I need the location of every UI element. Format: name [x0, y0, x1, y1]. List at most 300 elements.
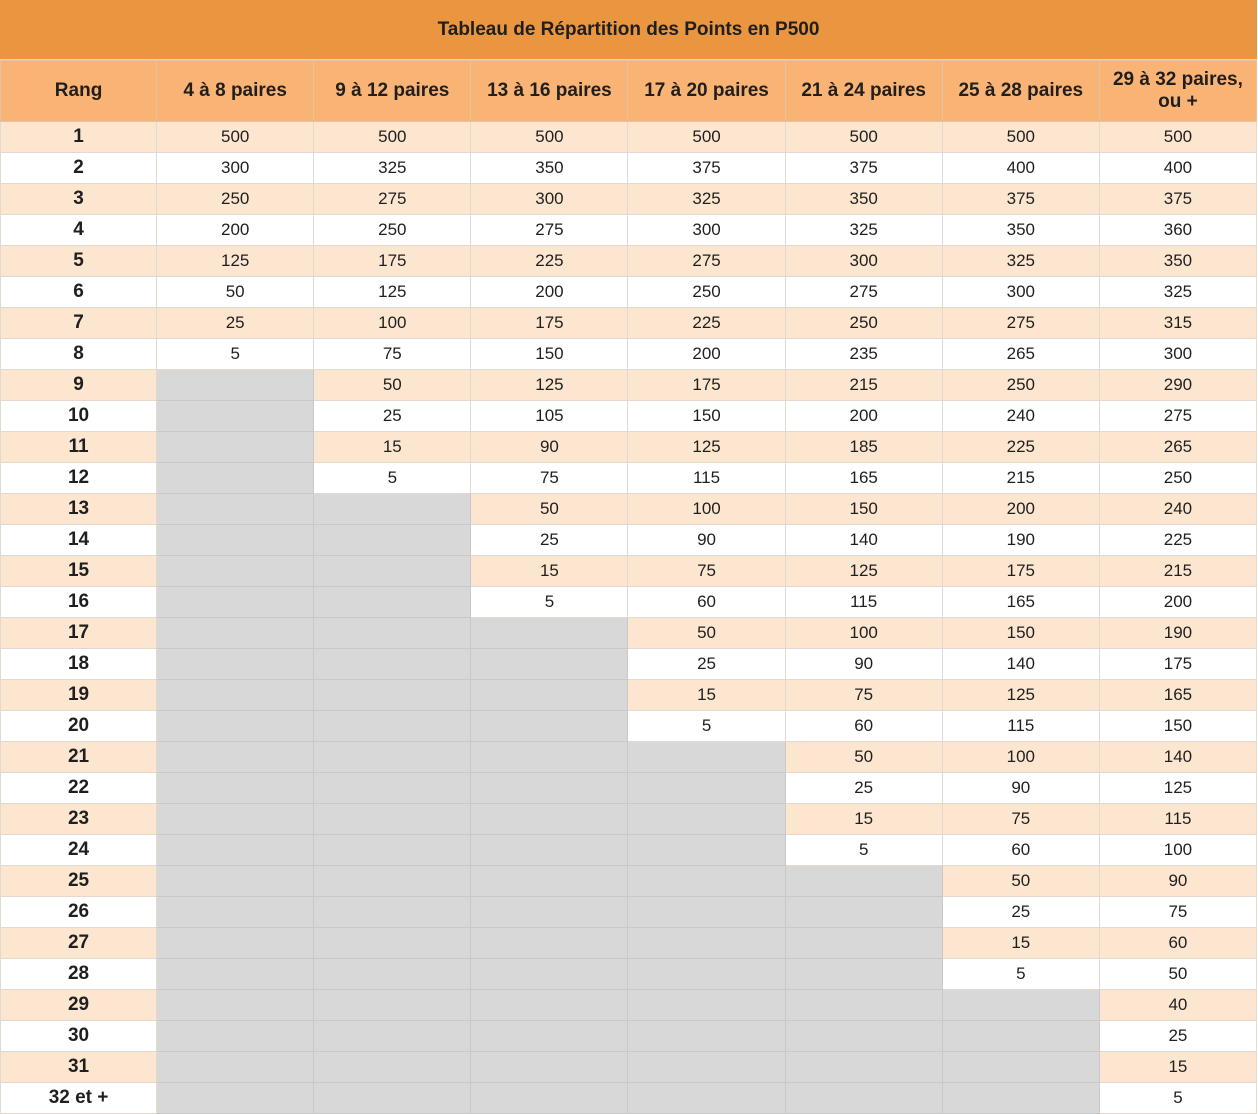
rank-cell: 29 — [1, 990, 157, 1021]
points-cell: 60 — [785, 711, 942, 742]
unavailable-cell — [314, 928, 471, 959]
header-rang: Rang — [1, 61, 157, 122]
points-cell: 25 — [942, 897, 1099, 928]
header-row — [1, 61, 1257, 122]
points-cell: 275 — [785, 277, 942, 308]
points-cell: 165 — [785, 463, 942, 494]
points-cell: 5 — [628, 711, 785, 742]
points-cell: 315 — [1099, 308, 1256, 339]
unavailable-cell — [314, 711, 471, 742]
points-cell: 25 — [785, 773, 942, 804]
unavailable-cell — [942, 1052, 1099, 1083]
points-cell: 265 — [1099, 432, 1256, 463]
unavailable-cell — [471, 742, 628, 773]
points-cell: 5 — [157, 339, 314, 370]
header-bracket: 13 à 16 paires — [471, 61, 628, 122]
points-cell: 375 — [942, 184, 1099, 215]
points-cell: 5 — [314, 463, 471, 494]
unavailable-cell — [314, 1021, 471, 1052]
unavailable-cell — [471, 928, 628, 959]
points-cell: 100 — [942, 742, 1099, 773]
points-cell: 90 — [628, 525, 785, 556]
table-row — [1, 277, 1257, 308]
table-row — [1, 928, 1257, 959]
table-row — [1, 773, 1257, 804]
points-cell: 50 — [157, 277, 314, 308]
points-cell: 300 — [1099, 339, 1256, 370]
points-cell: 25 — [628, 649, 785, 680]
unavailable-cell — [471, 773, 628, 804]
rank-cell: 14 — [1, 525, 157, 556]
points-cell: 175 — [628, 370, 785, 401]
table-row — [1, 1021, 1257, 1052]
points-cell: 125 — [1099, 773, 1256, 804]
points-cell: 225 — [471, 246, 628, 277]
table-row — [1, 432, 1257, 463]
unavailable-cell — [157, 649, 314, 680]
points-cell: 75 — [314, 339, 471, 370]
unavailable-cell — [785, 1021, 942, 1052]
unavailable-cell — [628, 959, 785, 990]
points-cell: 500 — [471, 122, 628, 153]
unavailable-cell — [157, 804, 314, 835]
points-cell: 215 — [785, 370, 942, 401]
unavailable-cell — [157, 587, 314, 618]
points-cell: 175 — [314, 246, 471, 277]
points-cell: 375 — [785, 153, 942, 184]
unavailable-cell — [157, 711, 314, 742]
rank-cell: 23 — [1, 804, 157, 835]
points-cell: 175 — [471, 308, 628, 339]
unavailable-cell — [157, 680, 314, 711]
table-row — [1, 494, 1257, 525]
points-cell: 115 — [942, 711, 1099, 742]
points-cell: 75 — [628, 556, 785, 587]
points-cell: 190 — [942, 525, 1099, 556]
points-cell: 240 — [942, 401, 1099, 432]
unavailable-cell — [157, 1052, 314, 1083]
rank-cell: 24 — [1, 835, 157, 866]
points-cell: 325 — [942, 246, 1099, 277]
unavailable-cell — [628, 804, 785, 835]
rank-cell: 19 — [1, 680, 157, 711]
unavailable-cell — [314, 990, 471, 1021]
points-cell: 25 — [157, 308, 314, 339]
points-cell: 185 — [785, 432, 942, 463]
points-cell: 500 — [314, 122, 471, 153]
table-row — [1, 587, 1257, 618]
table-row — [1, 556, 1257, 587]
unavailable-cell — [314, 556, 471, 587]
points-cell: 300 — [157, 153, 314, 184]
points-cell: 50 — [471, 494, 628, 525]
unavailable-cell — [785, 959, 942, 990]
unavailable-cell — [314, 742, 471, 773]
unavailable-cell — [157, 618, 314, 649]
rank-cell: 1 — [1, 122, 157, 153]
points-cell: 140 — [785, 525, 942, 556]
header-bracket: 4 à 8 paires — [157, 61, 314, 122]
rank-cell: 13 — [1, 494, 157, 525]
points-cell: 300 — [628, 215, 785, 246]
rank-cell: 15 — [1, 556, 157, 587]
points-cell: 140 — [942, 649, 1099, 680]
points-cell: 75 — [785, 680, 942, 711]
points-cell: 60 — [1099, 928, 1256, 959]
points-cell: 100 — [628, 494, 785, 525]
rank-cell: 27 — [1, 928, 157, 959]
unavailable-cell — [471, 649, 628, 680]
unavailable-cell — [471, 897, 628, 928]
unavailable-cell — [314, 680, 471, 711]
points-cell: 50 — [785, 742, 942, 773]
points-cell: 275 — [1099, 401, 1256, 432]
points-cell: 350 — [1099, 246, 1256, 277]
points-cell: 350 — [785, 184, 942, 215]
points-cell: 15 — [942, 928, 1099, 959]
points-cell: 300 — [785, 246, 942, 277]
points-cell: 225 — [1099, 525, 1256, 556]
points-cell: 15 — [314, 432, 471, 463]
points-cell: 235 — [785, 339, 942, 370]
rank-cell: 12 — [1, 463, 157, 494]
table-title: Tableau de Répartition des Points en P500 — [0, 0, 1257, 60]
table-row — [1, 835, 1257, 866]
points-cell: 125 — [157, 246, 314, 277]
points-cell: 225 — [628, 308, 785, 339]
unavailable-cell — [314, 897, 471, 928]
table-row — [1, 1052, 1257, 1083]
unavailable-cell — [785, 1052, 942, 1083]
points-cell: 75 — [471, 463, 628, 494]
points-cell: 115 — [628, 463, 785, 494]
points-cell: 5 — [1099, 1083, 1256, 1114]
unavailable-cell — [471, 959, 628, 990]
unavailable-cell — [471, 680, 628, 711]
points-cell: 90 — [471, 432, 628, 463]
unavailable-cell — [314, 804, 471, 835]
points-cell: 50 — [1099, 959, 1256, 990]
points-cell: 115 — [1099, 804, 1256, 835]
unavailable-cell — [471, 1052, 628, 1083]
rank-cell: 25 — [1, 866, 157, 897]
points-cell: 200 — [1099, 587, 1256, 618]
points-cell: 215 — [942, 463, 1099, 494]
table-row — [1, 742, 1257, 773]
table-row — [1, 866, 1257, 897]
table-row — [1, 680, 1257, 711]
header-bracket: 21 à 24 paires — [785, 61, 942, 122]
unavailable-cell — [471, 711, 628, 742]
points-cell: 125 — [785, 556, 942, 587]
points-cell: 240 — [1099, 494, 1256, 525]
unavailable-cell — [628, 1021, 785, 1052]
points-cell: 400 — [1099, 153, 1256, 184]
points-cell: 300 — [471, 184, 628, 215]
unavailable-cell — [628, 835, 785, 866]
points-cell: 290 — [1099, 370, 1256, 401]
points-cell: 125 — [471, 370, 628, 401]
points-cell: 15 — [471, 556, 628, 587]
unavailable-cell — [471, 866, 628, 897]
points-cell: 50 — [942, 866, 1099, 897]
points-cell: 15 — [628, 680, 785, 711]
points-cell: 375 — [1099, 184, 1256, 215]
unavailable-cell — [785, 990, 942, 1021]
rank-cell: 2 — [1, 153, 157, 184]
unavailable-cell — [157, 835, 314, 866]
unavailable-cell — [628, 742, 785, 773]
points-cell: 25 — [314, 401, 471, 432]
header-bracket: 17 à 20 paires — [628, 61, 785, 122]
unavailable-cell — [157, 897, 314, 928]
table-row — [1, 370, 1257, 401]
points-cell: 5 — [942, 959, 1099, 990]
table-row — [1, 308, 1257, 339]
unavailable-cell — [157, 370, 314, 401]
unavailable-cell — [157, 463, 314, 494]
unavailable-cell — [314, 866, 471, 897]
points-cell: 125 — [314, 277, 471, 308]
points-cell: 500 — [628, 122, 785, 153]
rank-cell: 28 — [1, 959, 157, 990]
unavailable-cell — [628, 990, 785, 1021]
unavailable-cell — [157, 1083, 314, 1114]
table-row — [1, 525, 1257, 556]
points-cell: 50 — [314, 370, 471, 401]
unavailable-cell — [314, 1052, 471, 1083]
unavailable-cell — [471, 835, 628, 866]
points-cell: 500 — [157, 122, 314, 153]
table-row — [1, 463, 1257, 494]
points-cell: 350 — [942, 215, 1099, 246]
rank-cell: 31 — [1, 1052, 157, 1083]
points-cell: 250 — [785, 308, 942, 339]
points-cell: 60 — [628, 587, 785, 618]
unavailable-cell — [314, 835, 471, 866]
points-cell: 100 — [1099, 835, 1256, 866]
points-cell: 500 — [1099, 122, 1256, 153]
unavailable-cell — [314, 773, 471, 804]
rank-cell: 21 — [1, 742, 157, 773]
rank-cell: 11 — [1, 432, 157, 463]
points-cell: 190 — [1099, 618, 1256, 649]
unavailable-cell — [157, 1021, 314, 1052]
points-cell: 140 — [1099, 742, 1256, 773]
rank-cell: 17 — [1, 618, 157, 649]
points-cell: 200 — [157, 215, 314, 246]
rank-cell: 10 — [1, 401, 157, 432]
points-cell: 325 — [785, 215, 942, 246]
table-body — [1, 122, 1257, 1114]
unavailable-cell — [628, 773, 785, 804]
points-cell: 90 — [785, 649, 942, 680]
header-bracket: 25 à 28 paires — [942, 61, 1099, 122]
table-row — [1, 153, 1257, 184]
unavailable-cell — [628, 866, 785, 897]
points-cell: 5 — [471, 587, 628, 618]
rank-cell: 18 — [1, 649, 157, 680]
points-cell: 150 — [1099, 711, 1256, 742]
header-bracket: 9 à 12 paires — [314, 61, 471, 122]
table-row — [1, 122, 1257, 153]
points-cell: 165 — [942, 587, 1099, 618]
table-row — [1, 618, 1257, 649]
points-cell: 325 — [1099, 277, 1256, 308]
table-row — [1, 990, 1257, 1021]
rank-cell: 16 — [1, 587, 157, 618]
points-cell: 265 — [942, 339, 1099, 370]
points-cell: 350 — [471, 153, 628, 184]
points-cell: 75 — [1099, 897, 1256, 928]
points-cell: 300 — [942, 277, 1099, 308]
rank-cell: 5 — [1, 246, 157, 277]
points-cell: 200 — [785, 401, 942, 432]
points-cell: 325 — [628, 184, 785, 215]
unavailable-cell — [314, 525, 471, 556]
points-cell: 50 — [628, 618, 785, 649]
points-cell: 325 — [314, 153, 471, 184]
rank-cell: 32 et + — [1, 1083, 157, 1114]
rank-cell: 3 — [1, 184, 157, 215]
points-cell: 250 — [1099, 463, 1256, 494]
table-row — [1, 649, 1257, 680]
points-cell: 500 — [785, 122, 942, 153]
points-cell: 275 — [314, 184, 471, 215]
unavailable-cell — [157, 959, 314, 990]
points-cell: 40 — [1099, 990, 1256, 1021]
points-cell: 150 — [785, 494, 942, 525]
table-row — [1, 897, 1257, 928]
points-cell: 150 — [628, 401, 785, 432]
points-cell: 150 — [471, 339, 628, 370]
points-cell: 250 — [942, 370, 1099, 401]
points-cell: 90 — [1099, 866, 1256, 897]
points-cell: 100 — [314, 308, 471, 339]
points-cell: 105 — [471, 401, 628, 432]
table-row — [1, 339, 1257, 370]
points-cell: 5 — [785, 835, 942, 866]
points-cell: 275 — [628, 246, 785, 277]
unavailable-cell — [628, 1052, 785, 1083]
points-cell: 500 — [942, 122, 1099, 153]
points-cell: 25 — [1099, 1021, 1256, 1052]
unavailable-cell — [157, 556, 314, 587]
unavailable-cell — [942, 1083, 1099, 1114]
points-cell: 100 — [785, 618, 942, 649]
unavailable-cell — [157, 866, 314, 897]
unavailable-cell — [314, 959, 471, 990]
unavailable-cell — [157, 432, 314, 463]
points-cell: 200 — [628, 339, 785, 370]
rank-cell: 7 — [1, 308, 157, 339]
points-cell: 200 — [471, 277, 628, 308]
unavailable-cell — [314, 1083, 471, 1114]
unavailable-cell — [157, 525, 314, 556]
rank-cell: 8 — [1, 339, 157, 370]
points-cell: 400 — [942, 153, 1099, 184]
points-cell: 275 — [942, 308, 1099, 339]
unavailable-cell — [157, 401, 314, 432]
table-row — [1, 711, 1257, 742]
unavailable-cell — [471, 1021, 628, 1052]
unavailable-cell — [157, 773, 314, 804]
unavailable-cell — [471, 990, 628, 1021]
points-cell: 175 — [1099, 649, 1256, 680]
points-cell: 125 — [942, 680, 1099, 711]
rank-cell: 26 — [1, 897, 157, 928]
rank-cell: 30 — [1, 1021, 157, 1052]
unavailable-cell — [314, 618, 471, 649]
unavailable-cell — [785, 928, 942, 959]
table-row — [1, 215, 1257, 246]
points-cell: 250 — [314, 215, 471, 246]
unavailable-cell — [785, 1083, 942, 1114]
unavailable-cell — [785, 866, 942, 897]
unavailable-cell — [628, 1083, 785, 1114]
points-cell: 115 — [785, 587, 942, 618]
points-cell: 250 — [628, 277, 785, 308]
points-cell: 175 — [942, 556, 1099, 587]
points-cell: 60 — [942, 835, 1099, 866]
points-cell: 275 — [471, 215, 628, 246]
unavailable-cell — [942, 990, 1099, 1021]
unavailable-cell — [628, 928, 785, 959]
unavailable-cell — [157, 928, 314, 959]
rank-cell: 22 — [1, 773, 157, 804]
points-cell: 15 — [785, 804, 942, 835]
table-row — [1, 184, 1257, 215]
points-cell: 90 — [942, 773, 1099, 804]
unavailable-cell — [314, 494, 471, 525]
unavailable-cell — [785, 897, 942, 928]
table-row — [1, 1083, 1257, 1114]
rank-cell: 4 — [1, 215, 157, 246]
points-cell: 25 — [471, 525, 628, 556]
table-row — [1, 401, 1257, 432]
points-cell: 200 — [942, 494, 1099, 525]
points-cell: 250 — [157, 184, 314, 215]
rank-cell: 6 — [1, 277, 157, 308]
unavailable-cell — [471, 618, 628, 649]
unavailable-cell — [942, 1021, 1099, 1052]
table-row — [1, 246, 1257, 277]
points-cell: 165 — [1099, 680, 1256, 711]
points-cell: 215 — [1099, 556, 1256, 587]
unavailable-cell — [471, 1083, 628, 1114]
unavailable-cell — [471, 804, 628, 835]
unavailable-cell — [314, 649, 471, 680]
points-cell: 75 — [942, 804, 1099, 835]
points-cell: 225 — [942, 432, 1099, 463]
table-row — [1, 804, 1257, 835]
points-cell: 360 — [1099, 215, 1256, 246]
unavailable-cell — [157, 742, 314, 773]
points-cell: 125 — [628, 432, 785, 463]
points-cell: 375 — [628, 153, 785, 184]
unavailable-cell — [157, 494, 314, 525]
points-cell: 150 — [942, 618, 1099, 649]
unavailable-cell — [628, 897, 785, 928]
points-cell: 15 — [1099, 1052, 1256, 1083]
rank-cell: 9 — [1, 370, 157, 401]
rank-cell: 20 — [1, 711, 157, 742]
table-row — [1, 959, 1257, 990]
unavailable-cell — [157, 990, 314, 1021]
points-table — [0, 60, 1257, 1114]
header-bracket: 29 à 32 paires, ou + — [1099, 61, 1256, 122]
unavailable-cell — [314, 587, 471, 618]
